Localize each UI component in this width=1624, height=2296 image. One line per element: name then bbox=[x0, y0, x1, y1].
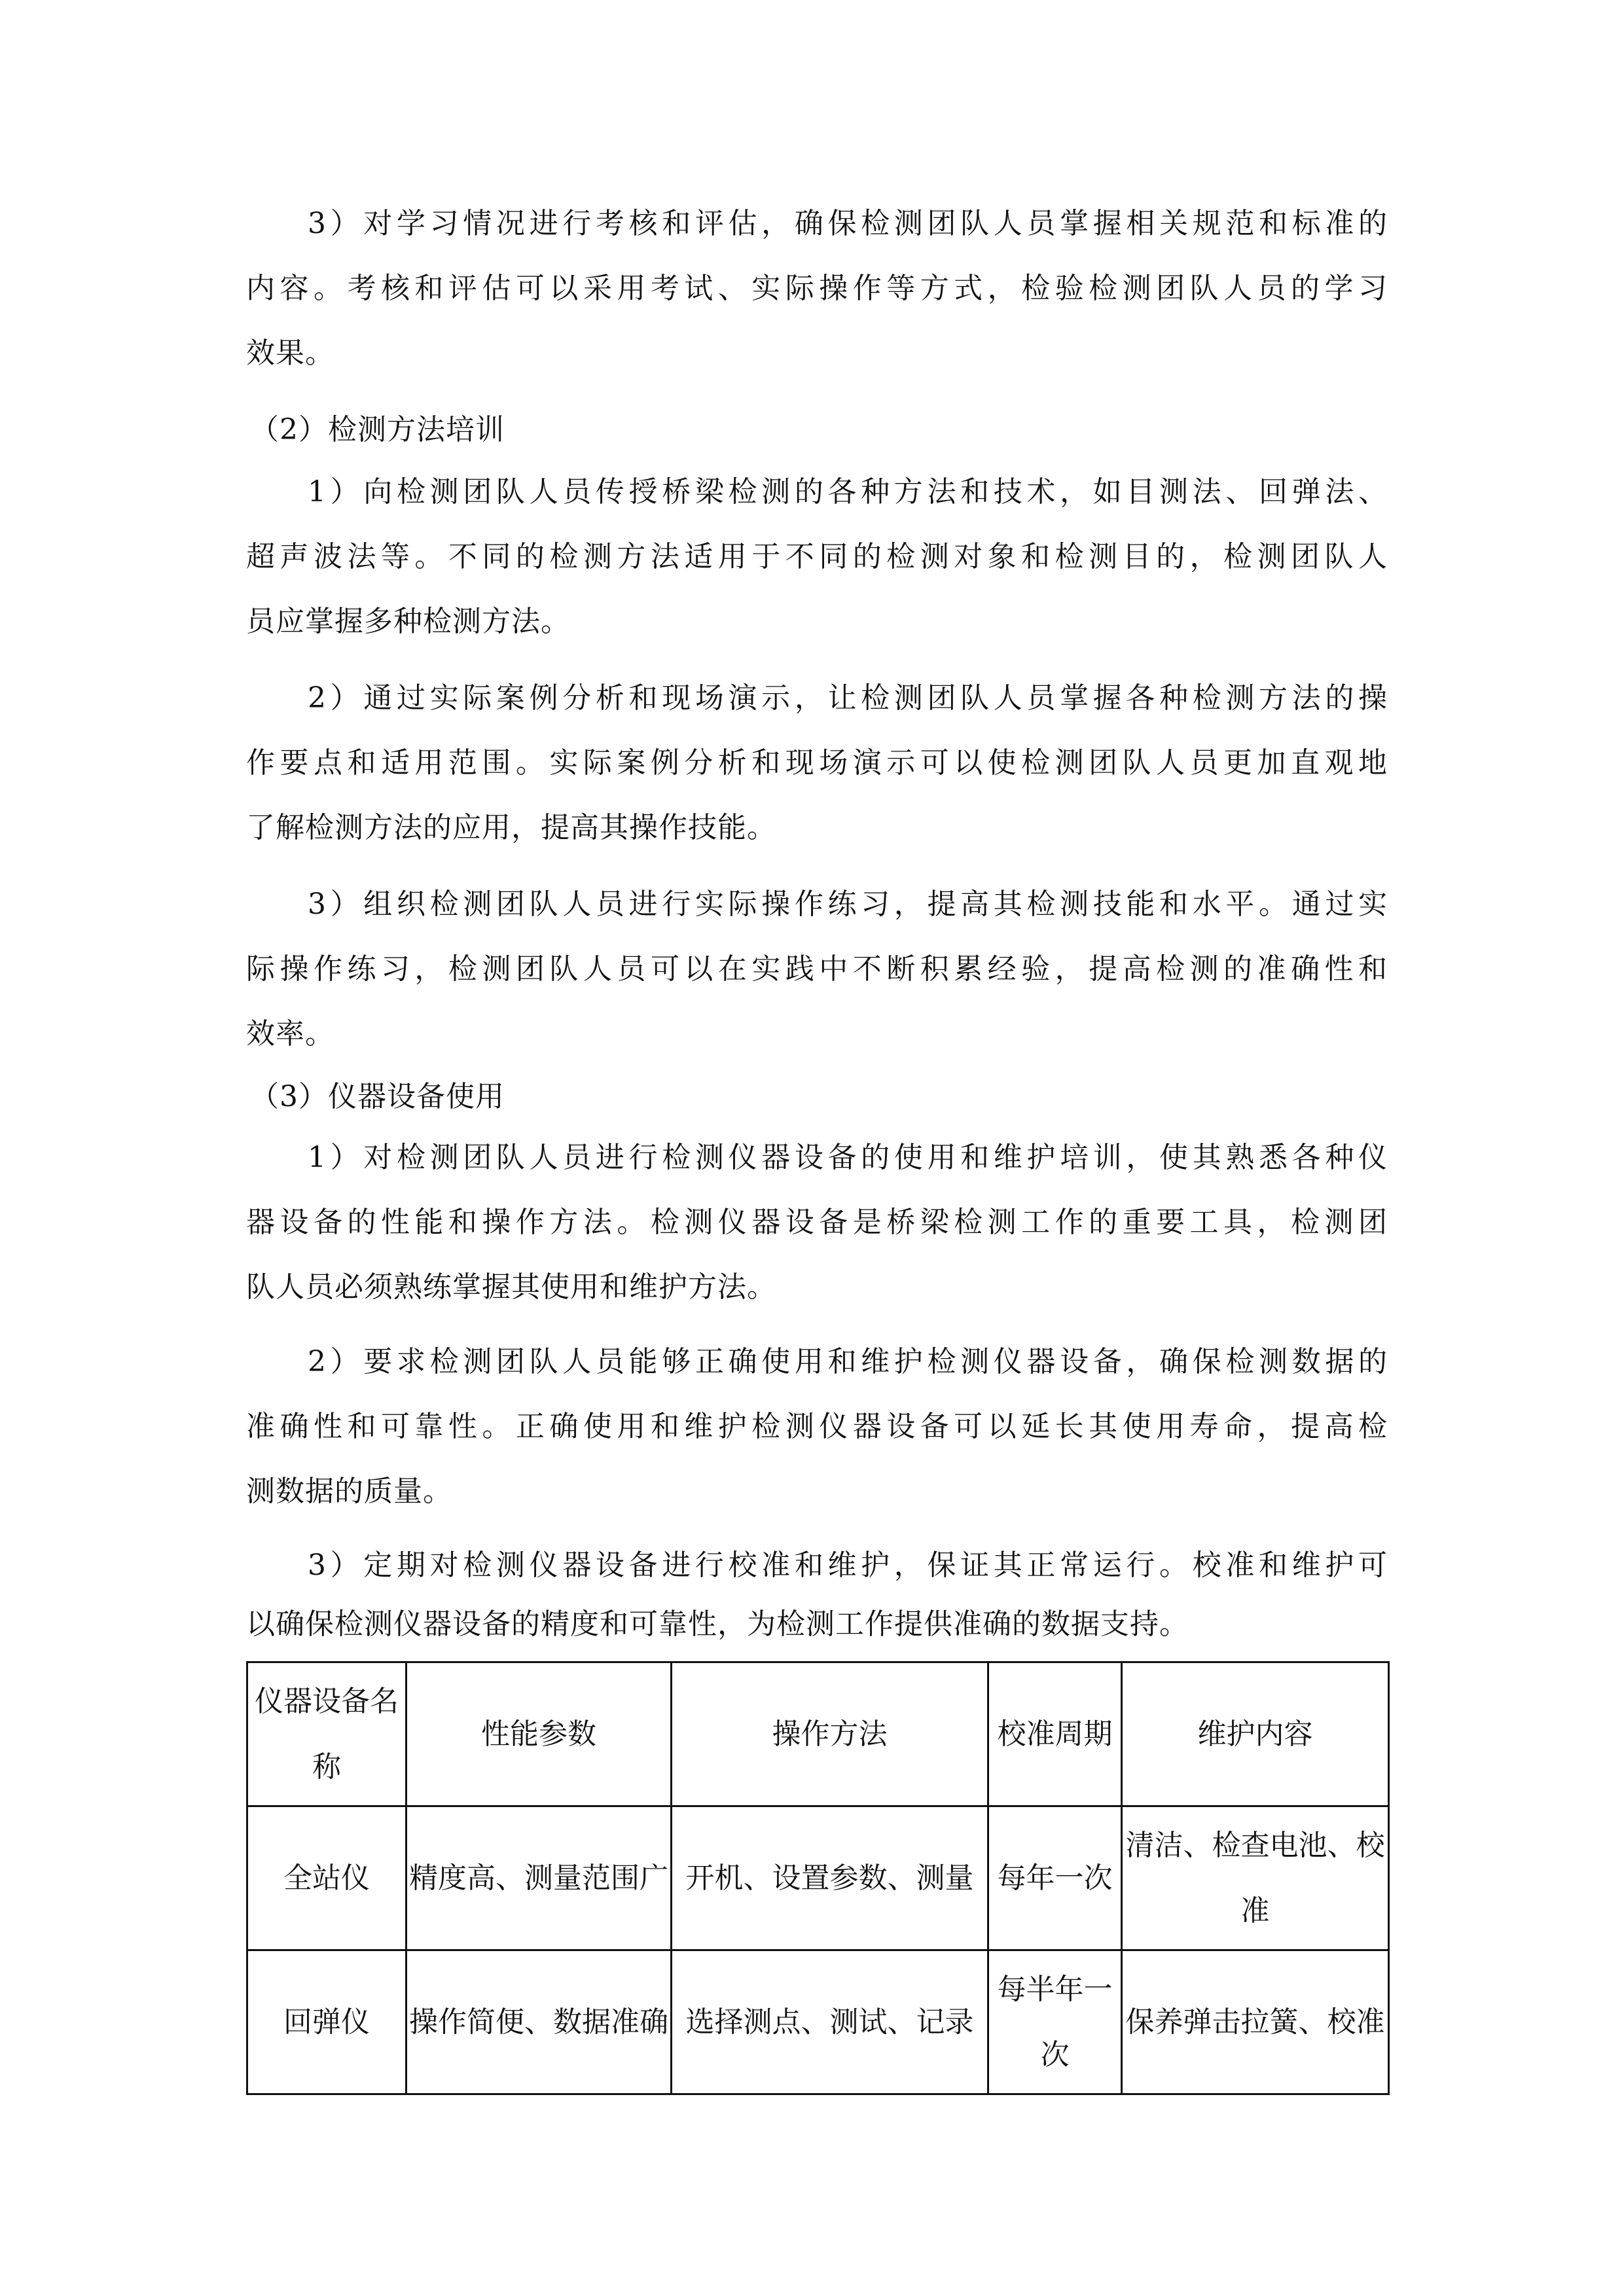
table-cell: 保养弹击拉簧、校准 bbox=[1122, 1950, 1389, 2094]
header-cell-name: 仪器设备名称 bbox=[247, 1662, 406, 1806]
instrument-table bbox=[246, 1661, 1390, 2095]
table-row bbox=[247, 1806, 1389, 1950]
paragraph-line: 测数据的质量。 bbox=[246, 1475, 452, 1508]
table-cell: 精度高、测量范围广 bbox=[406, 1806, 672, 1950]
table-cell: 每半年一次 bbox=[988, 1950, 1122, 2094]
paragraph-line: 了解检测方法的应用，提高其操作技能。 bbox=[246, 811, 776, 844]
table-cell: 清洁、检查电池、校准 bbox=[1122, 1806, 1389, 1950]
paragraph-line: 以确保检测仪器设备的精度和可靠性，为检测工作提供准确的数据支持。 bbox=[246, 1607, 1189, 1641]
table-header-row bbox=[247, 1662, 1389, 1806]
table-cell: 选择测点、测试、记录 bbox=[672, 1950, 988, 2094]
paragraph-line: 员应掌握多种检测方法。 bbox=[246, 605, 570, 638]
paragraph-line: 效率。 bbox=[246, 1017, 334, 1050]
section-heading-detection-methods: （2）检测方法培训 bbox=[250, 413, 505, 446]
table-cell: 开机、设置参数、测量 bbox=[672, 1806, 988, 1950]
table-cell: 每年一次 bbox=[988, 1806, 1122, 1950]
header-cell-performance: 性能参数 bbox=[406, 1662, 672, 1806]
paragraph-line: 效果。 bbox=[246, 336, 334, 370]
table-row bbox=[247, 1950, 1389, 2094]
table-cell: 回弹仪 bbox=[247, 1950, 406, 2094]
table-cell: 全站仪 bbox=[247, 1806, 406, 1950]
paragraph-line: 作要点和适用范围。实际案例分析和现场演示可以使检测团队人员更加直观地 bbox=[246, 746, 1388, 780]
paragraph-line: 队人员必须熟练掌握其使用和维护方法。 bbox=[246, 1270, 776, 1304]
paragraph-line: 2）通过实际案例分析和现场演示，让检测团队人员掌握各种检测方法的操 bbox=[308, 681, 1388, 715]
paragraph-line: 准确性和可靠性。正确使用和维护检测仪器设备可以延长其使用寿命，提高检 bbox=[246, 1410, 1388, 1443]
header-cell-operation: 操作方法 bbox=[672, 1662, 988, 1806]
paragraph-line: 1）对检测团队人员进行检测仪器设备的使用和维护培训，使其熟悉各种仪 bbox=[308, 1141, 1388, 1174]
paragraph-line: 3）定期对检测仪器设备进行校准和维护，保证其正常运行。校准和维护可 bbox=[308, 1549, 1388, 1582]
paragraph-line: 超声波法等。不同的检测方法适用于不同的检测对象和检测目的，检测团队人 bbox=[246, 540, 1388, 573]
paragraph-line: 3）组织检测团队人员进行实际操作练习，提高其检测技能和水平。通过实 bbox=[308, 888, 1388, 921]
paragraph-line: 内容。考核和评估可以采用考试、实际操作等方式，检验检测团队人员的学习 bbox=[246, 272, 1388, 305]
section-heading-instrument-use: （3）仪器设备使用 bbox=[250, 1080, 505, 1113]
table-cell: 操作简便、数据准确 bbox=[406, 1950, 672, 2094]
paragraph-line: 1）向检测团队人员传授桥梁检测的各种方法和技术，如目测法、回弹法、 bbox=[308, 475, 1388, 509]
paragraph-line: 2）要求检测团队人员能够正确使用和维护检测仪器设备，确保检测数据的 bbox=[308, 1345, 1388, 1378]
header-cell-maintenance: 维护内容 bbox=[1122, 1662, 1389, 1806]
paragraph-line: 际操作练习，检测团队人员可以在实践中不断积累经验，提高检测的准确性和 bbox=[246, 952, 1388, 986]
header-cell-calibration: 校准周期 bbox=[988, 1662, 1122, 1806]
paragraph-line: 3）对学习情况进行考核和评估，确保检测团队人员掌握相关规范和标准的 bbox=[308, 207, 1388, 240]
paragraph-line: 器设备的性能和操作方法。检测仪器设备是桥梁检测工作的重要工具，检测团 bbox=[246, 1206, 1388, 1239]
